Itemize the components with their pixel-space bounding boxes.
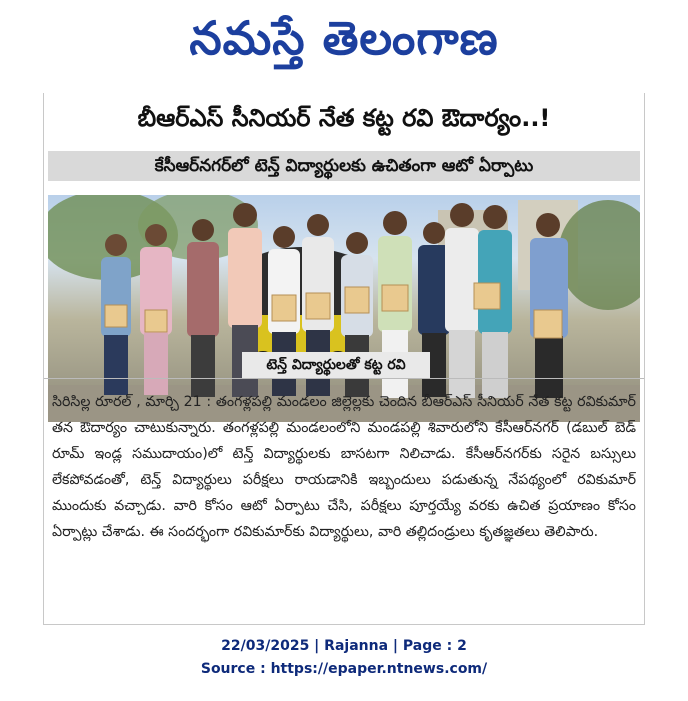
- article-dateline: సిరిసిల్ల రూరల్ , మార్చి 21 :: [52, 394, 216, 410]
- publication-info: 22/03/2025 | Rajanna | Page : 2: [221, 638, 467, 654]
- article-body: [52, 389, 636, 545]
- group-photo: [48, 195, 640, 422]
- article-body-text: తంగళ్లపల్లి మండలం జిల్లెల్లకు చెందిన బీఆర్ఎస్ సీనియర్ నేత కట్ట రవికుమార్ తన ఔదార్యం చాటుకున్నారు. తంగళ్లపల్లి మండలంలోని మండపల్లి శివారులోని కేసీఆర్‌నగర్ (డబుల్ బెడ్ రూమ్ ఇండ్ల సముదాయం)లో టెన్త్ విద్యార్థులకు బాసటగా నిలిచాడు. కేసీఆర్‌నగర్‌కు సరైన బస్సులు లేకపోవడంతో, టెన్త్ విద్యార్థులు పరీక్షలు రాయడానికి ఇబ్బందులు పడుతున్న నేపథ్యంలో రవికుమార్ ముందుకు వచ్చాడు. వారి కోసం ఆటో ఏర్పాటు చేసి, పరీక్షలు పూర్తయ్యే వరకు ఉచిత ప్రయాణం కోసం ఏర్పాట్లు చేశాడు. ఈ సందర్భంగా రవికుమార్‌కు విద్యార్థులు, వారి తల్లిదండ్రులు కృతజ్ఞతలు తెలిపారు.: [52, 394, 636, 540]
- newspaper-masthead: నమస్తే తెలంగాణ: [189, 11, 499, 65]
- caption-divider: [44, 378, 644, 379]
- article-subheadline: కేసీఆర్‌నగర్‌లో టెన్త్ విద్యార్థులకు ఉచితంగా ఆటో ఏర్పాటు: [48, 151, 640, 181]
- source-link[interactable]: Source : https://epaper.ntnews.com/: [200, 661, 488, 677]
- photo-caption: టెన్త్ విద్యార్థులతో కట్ట రవి: [242, 352, 430, 378]
- news-clipping: [43, 93, 645, 625]
- article-headline: బీఆర్ఎస్ సీనియర్ నేత కట్ట రవి ఔదార్యం..!: [137, 104, 551, 132]
